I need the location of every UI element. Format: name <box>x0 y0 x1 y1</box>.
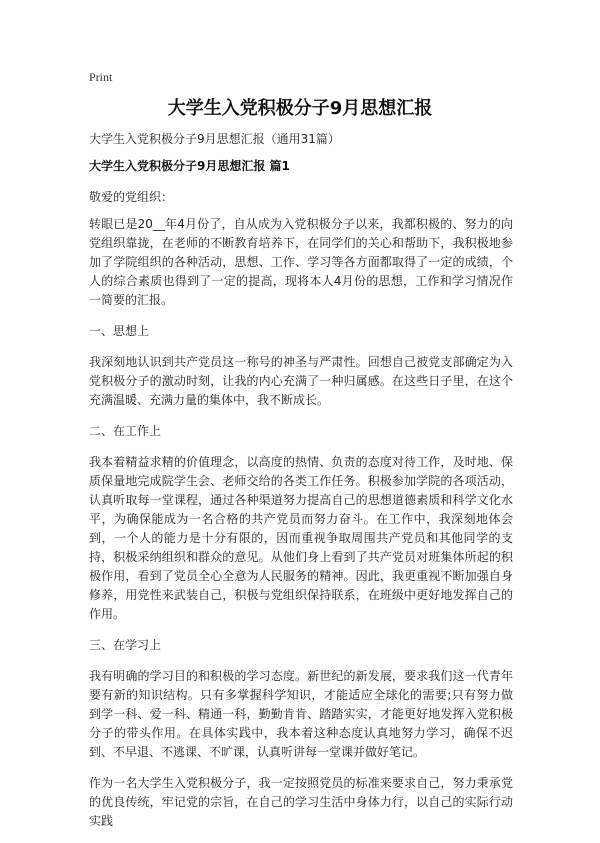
work-paragraph: 我本着精益求精的价值理念，以高度的热情、负责的态度对待工作，及时地、保质保量地完成院学生会、老师交给的各类工作任务。积极参加学院的各项活动，认真听取每一堂课程，通过各种渠道努力提高自己的思想道德素质和科学文化水平，为确保能成为一名合格的共产党员而努力奋斗。在工作中，我深刻地体会到，一个人的能力是十分有限的，因而重视争取周围共产党员和其他同学的支持，积极采纳组织和群众的意见。从他们身上看到了共产党员对班集体所起的积极作用，看到了党员全心全意为人民服务的精神。因此，我更重视不断加强自身修养，用党性来武装自己，积极与党组织保持联系，在班级中更好地发挥自己的作用。 <box>89 455 513 621</box>
section-title: 大学生入党积极分子9月思想汇报 篇1 <box>89 159 290 173</box>
salutation: 敬爱的党组织： <box>89 190 174 204</box>
study-paragraph: 我有明确的学习目的和积极的学习态度。新世纪的新发展，要求我们这一代青年要有新的知识结构。只有多掌握科学知识，才能适应全球化的需要;只有努力做到学一科、爱一科、精通一科，勤勤肯肯、踏踏实实，才能更好地发挥入党积极分子的带头作用。在具体实践中，我本着这种态度认真地努力学习，确保不迟到、不早退、不逃课、不旷课，认真听讲每一堂课并做好笔记。 <box>89 669 513 759</box>
document-body <box>89 130 513 843</box>
heading-work: 二、在工作上 <box>89 424 162 438</box>
intro-paragraph: 转眼已是20__年4月份了，自从成为入党积极分子以来，我都积极的、努力的向党组织靠拢，在老师的不断教育培养下，在同学们的关心和帮助下，我积极地参加了学院组织的各种活动，思想、工作、学习等各方面都取得了一定的成绩，个人的综合素质也得到了一定的提高，现将本人4月份的思想，工作和学习情况作一简要的汇报。 <box>89 217 513 307</box>
print-label: Print <box>89 70 113 84</box>
heading-thought: 一、思想上 <box>89 324 150 338</box>
thought-paragraph: 我深刻地认识到共产党员这一称号的神圣与严肃性。回想自己被党支部确定为入党积极分子的激动时刻，让我的内心充满了一种归属感。在这些日子里，在这个充满温暖、充满力量的集体中，我不断成长。 <box>89 355 513 407</box>
heading-study: 三、在学习上 <box>89 638 162 652</box>
document-subtitle: 大学生入党积极分子9月思想汇报（通用31篇） <box>89 132 340 146</box>
page-title: 大学生入党积极分子9月思想汇报 <box>167 98 433 119</box>
closing-paragraph: 作为一名大学生入党积极分子，我一定按照党员的标准来要求自己，努力秉承党的优良传统，牢记党的宗旨，在自己的学习生活中身体力行，以自己的实际行动实践 <box>89 776 513 828</box>
